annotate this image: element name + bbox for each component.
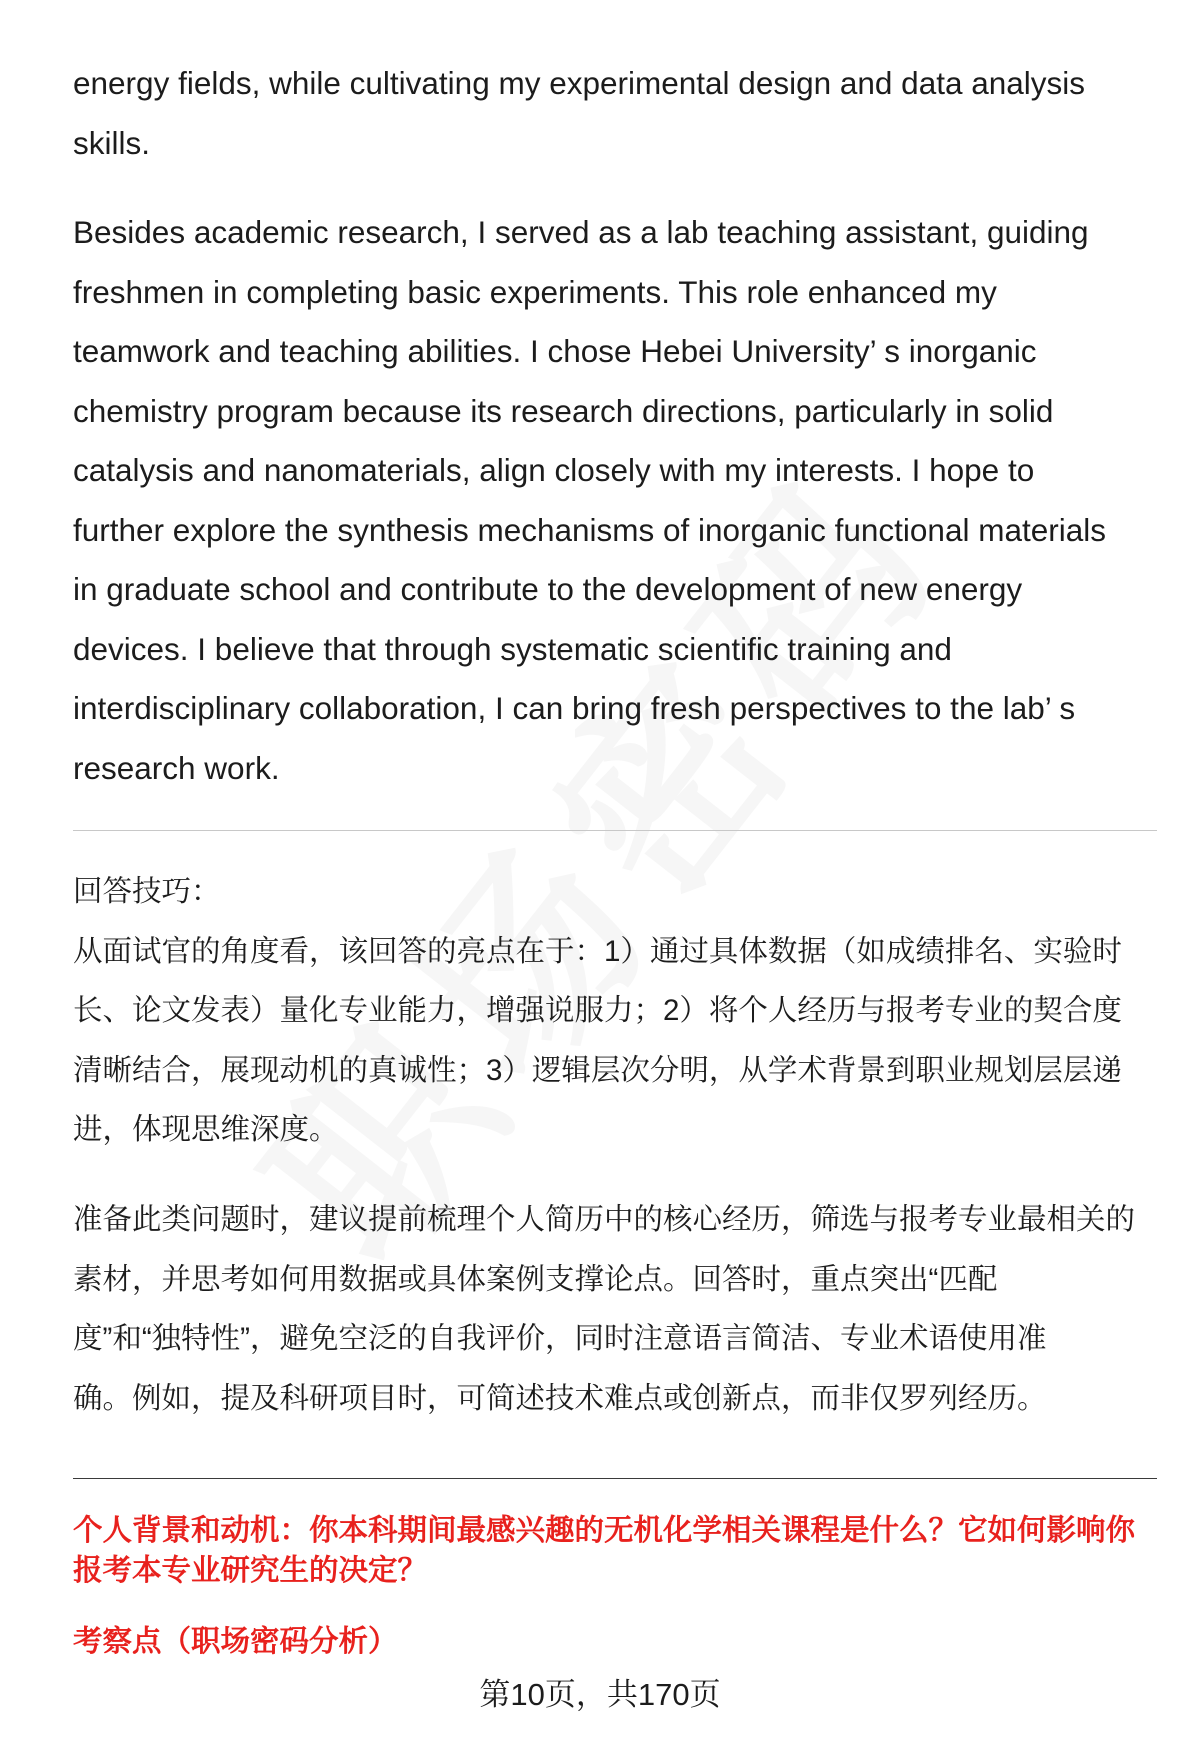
page-number: 第10页，共170页 — [479, 1677, 721, 1712]
text-line: 清晰结合，展现动机的真诚性；3）逻辑层次分明，从学术背景到职业规划层层递 — [73, 1053, 1122, 1087]
text-line: 素材，并思考如何用数据或具体案例支撑论点。回答时，重点突出“匹配 — [73, 1262, 998, 1296]
text-line: Besides academic research, I served as a lab teaching assistant, guiding — [73, 214, 1089, 250]
answer-paragraph-2 — [73, 203, 1173, 798]
text-line: 从面试官的角度看，该回答的亮点在于：1）通过具体数据（如成绩排名、实验时 — [73, 934, 1122, 968]
text-line: 度”和“独特性”，避免空泛的自我评价，同时注意语言简洁、专业术语使用准 — [73, 1322, 1047, 1355]
text-line: 确。例如，提及科研项目时，可简述技术难点或创新点，而非仅罗列经历。 — [73, 1381, 1047, 1415]
text-line: further explore the synthesis mechanisms of inorganic functional materials — [73, 511, 1106, 548]
question-line: 报考本专业研究生的决定？ — [73, 1554, 428, 1587]
text-line: teamwork and teaching abilities. I chose Hebei University’ s inorganic — [73, 333, 1037, 369]
question-divider — [73, 1478, 1157, 1479]
text-line: chemistry program because its research directions, particularly in solid — [73, 392, 1054, 429]
question-line: 个人背景和动机：你本科期间最感兴趣的无机化学相关课程是什么？它如何影响你 — [73, 1514, 1136, 1547]
text-line: 准备此类问题时，建议提前梳理个人简历中的核心经历，筛选与报考专业最相关的 — [73, 1203, 1136, 1236]
text-line: 长、论文发表）量化专业能力，增强说服力；2）将个人经历与报考专业的契合度 — [73, 994, 1122, 1027]
text-line: devices. I believe that through systematic scientific training and — [73, 630, 952, 667]
text-line: catalysis and nanomaterials, align closely with my interests. I hope to — [73, 452, 1035, 488]
tips-section — [73, 862, 1173, 1160]
text-line: research work. — [73, 749, 280, 786]
text-line: energy fields, while cultivating my experimental design and data analysis — [73, 65, 1086, 101]
analysis-section — [73, 1622, 1173, 1662]
text-line: in graduate school and contribute to the development of new energy — [73, 571, 1023, 607]
answer-paragraph-1 — [73, 54, 1173, 173]
text-line: freshmen in completing basic experiments. This role enhanced my — [73, 273, 997, 310]
text-line: interdisciplinary collaboration, I can bring fresh perspectives to the lab’ s — [73, 690, 1076, 726]
text-line: skills. — [73, 124, 150, 161]
question-heading — [73, 1511, 1173, 1591]
tips-paragraph-2 — [73, 1190, 1173, 1428]
text-line: 进，体现思维深度。 — [73, 1113, 339, 1146]
section-label: 考察点（职场密码分析） — [73, 1625, 398, 1658]
tips-title: 回答技巧： — [73, 875, 221, 908]
section-divider — [73, 830, 1157, 831]
